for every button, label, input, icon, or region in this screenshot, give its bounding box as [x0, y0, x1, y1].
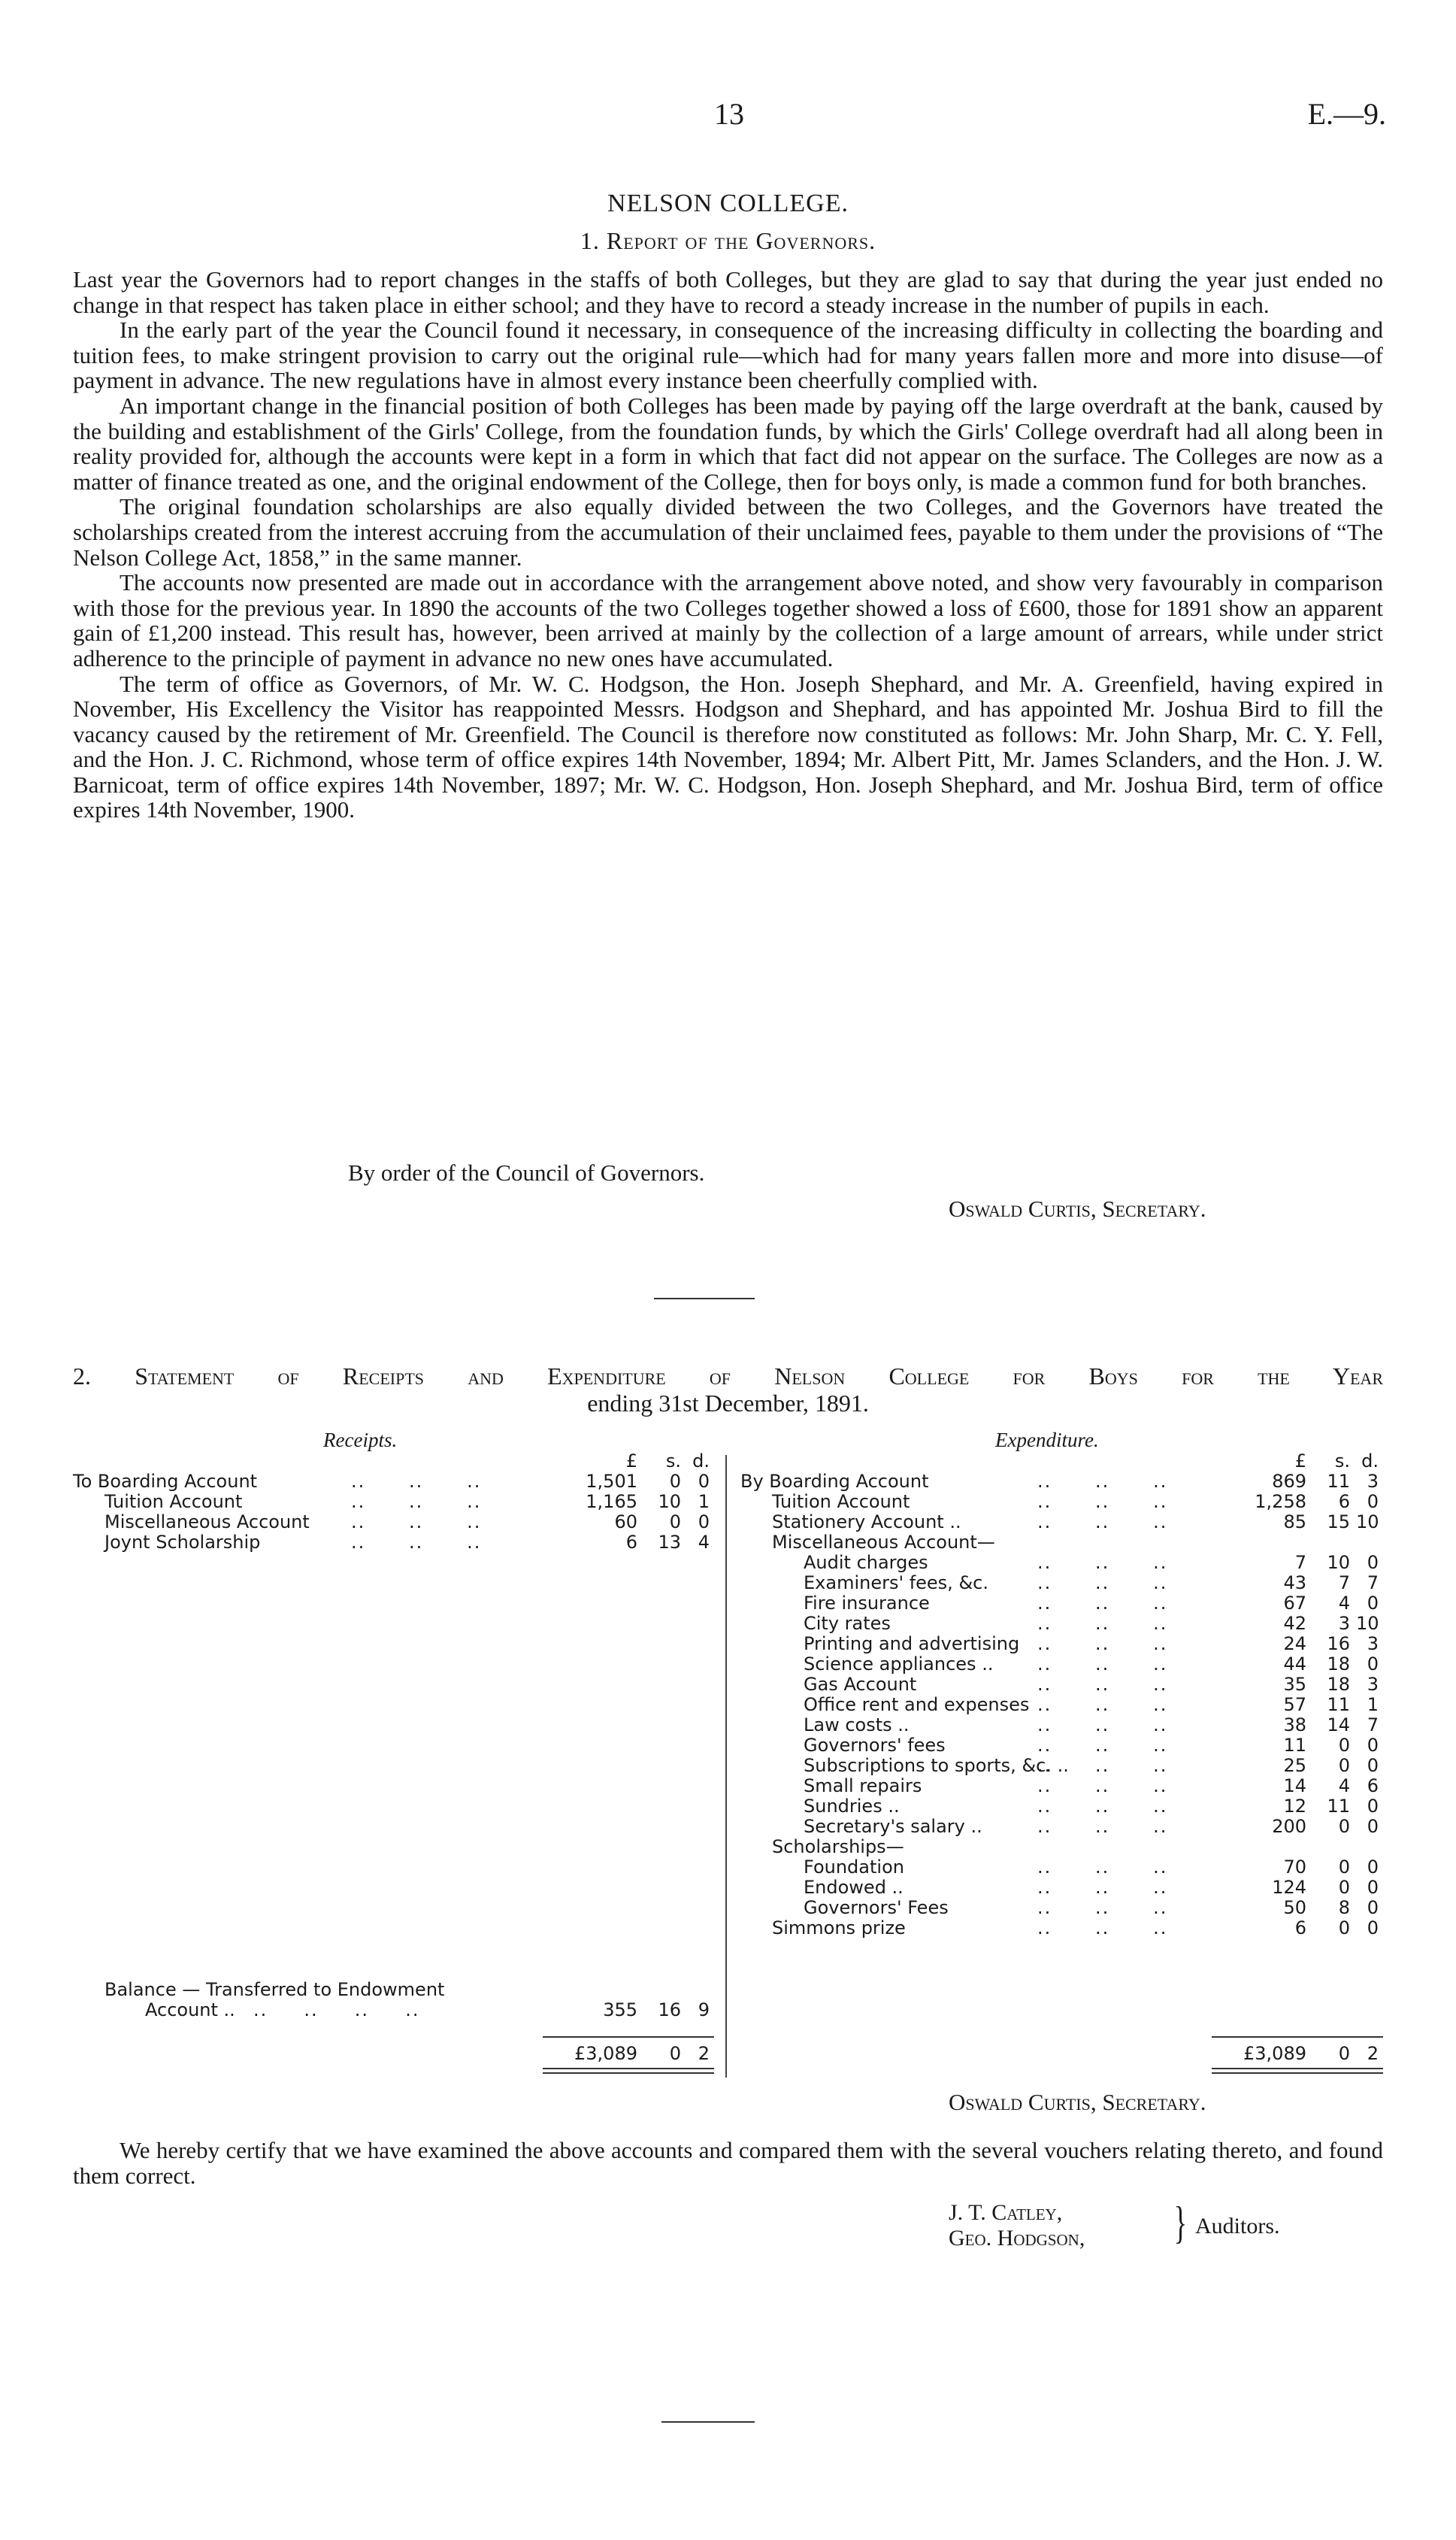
- report-paragraph: Last year the Governors had to report changes in the staffs of both Colleges, but they are glad to say that during the year just ended no change in that respect has taken place in either school; and they have to record a steady increase in the number of pupils in each.: [73, 266, 1383, 318]
- table-row: [740, 1512, 1383, 1532]
- table-row: [740, 1492, 1383, 1512]
- amount-shillings: 10: [1327, 1552, 1350, 1573]
- table-row: [73, 1532, 714, 1553]
- row-label: Simmons prize: [772, 1917, 906, 1938]
- amount-pounds: 44: [1283, 1653, 1306, 1675]
- leader-dots: .. .. ..: [1037, 1857, 1168, 1878]
- expenditure-total-shillings: 0: [1338, 2043, 1350, 2064]
- amount-shillings: 11: [1327, 1471, 1350, 1492]
- table-row: [740, 1796, 1383, 1817]
- currency-header: [740, 1451, 1383, 1472]
- row-label: By Boarding Account: [740, 1471, 929, 1492]
- amount-shillings: 14: [1327, 1714, 1350, 1735]
- table-row: [73, 1472, 714, 1492]
- row-label: Endowed ..: [804, 1877, 904, 1898]
- amount-pence: 0: [1367, 1917, 1379, 1938]
- statement-signature: Oswald Curtis, Secretary.: [949, 2089, 1206, 2115]
- amount-shillings: 0: [1338, 1755, 1350, 1776]
- amount-shillings: 15: [1327, 1511, 1350, 1532]
- statement-title: 2. Statement of Receipts and Expenditure of Nelson College for Boys for the Year: [73, 1362, 1383, 1390]
- statement-subtitle: ending 31st December, 1891.: [587, 1390, 869, 1417]
- amount-pounds: 25: [1283, 1755, 1306, 1776]
- shillings-header: s.: [1334, 1450, 1350, 1472]
- expenditure-label: Expenditure.: [995, 1429, 1099, 1451]
- amount-pence: 4: [698, 1532, 710, 1553]
- row-label: Governors' Fees: [804, 1897, 949, 1918]
- leader-dots: .. .. ..: [1037, 1755, 1168, 1776]
- report-paragraph: In the early part of the year the Council found it necessary, in consequence of the increasing difficulty in collecting the boarding and tuition fees, to make stringent provision to carry out the original rule—which had for many years fallen more and more into disuse—of payment in advance. The new regulations have in almost every instance been cheerfully complied with.: [73, 317, 1383, 394]
- table-row: [740, 1735, 1383, 1756]
- leader-dots: .. .. ..: [1037, 1816, 1168, 1837]
- amount-pence: 7: [1367, 1572, 1379, 1593]
- table-row: [740, 1837, 1383, 1857]
- balance-shillings: 16: [658, 1999, 681, 2020]
- table-row: [740, 1675, 1383, 1695]
- amount-pence: 0: [698, 1471, 710, 1492]
- amount-pence: 0: [1367, 1877, 1379, 1898]
- auditor-names: [949, 2200, 1085, 2251]
- expenditure-total-double-rule: [1212, 2068, 1383, 2069]
- amount-pence: 0: [1367, 1857, 1379, 1878]
- amount-pence: 0: [1367, 1593, 1379, 1614]
- amount-pounds: 869: [1272, 1471, 1306, 1492]
- leader-dots: .. .. ..: [351, 1471, 482, 1492]
- table-row: [740, 1654, 1383, 1675]
- expenditure-total: [740, 2044, 1383, 2064]
- column-divider: [725, 1455, 727, 2078]
- leader-dots: .. .. ..: [1037, 1593, 1168, 1614]
- table-row: [740, 1715, 1383, 1735]
- leader-dots: .. .. ..: [351, 1491, 482, 1512]
- amount-pounds: 70: [1283, 1857, 1306, 1878]
- section-divider: [654, 1298, 755, 1299]
- amount-shillings: 8: [1338, 1897, 1350, 1918]
- report-paragraph: An important change in the financial position of both Colleges has been made by paying off the large overdraft at the bank, caused by the building and establishment of the Girls' College, from the foundation funds, by which the Girls' College overdraft had all along been in reality provided for, although the accounts were kept in a form in which that fact did not appear on the surface. The Colleges are now as a matter of finance treated as one, and the original endowment of the College, then for boys only, is made a common fund for both branches.: [73, 392, 1383, 495]
- row-label: Scholarships—: [772, 1836, 904, 1857]
- amount-pence: 10: [1356, 1511, 1379, 1532]
- row-label: Tuition Account: [772, 1491, 910, 1512]
- leader-dots: .. .. ..: [1037, 1633, 1168, 1654]
- pence-header: d.: [1361, 1450, 1379, 1472]
- table-row: [73, 1512, 714, 1532]
- receipts-label: Receipts.: [323, 1429, 398, 1451]
- amount-pounds: 200: [1272, 1816, 1306, 1837]
- pounds-header: £: [625, 1450, 637, 1472]
- table-row: [740, 1878, 1383, 1898]
- brace-glyph: }: [1173, 2198, 1188, 2248]
- auditor-name: J. T. Catley,: [949, 2200, 1063, 2225]
- amount-pence: 6: [1367, 1775, 1379, 1796]
- amount-shillings: 0: [1338, 1917, 1350, 1938]
- pounds-header: £: [1294, 1450, 1306, 1472]
- report-paragraph: The term of office as Governors, of Mr. W. C. Hodgson, the Hon. Joseph Shephard, and Mr. A. Greenfield, having expired in November, His Excellency the Visitor has reappointed Messrs. Hodgson and Shephard, and has appointed Mr. Joshua Bird to fill the vacancy caused by the retirement of Mr. Greenfield. The Council is therefore now constituted as follows: Mr. John Sharp, Mr. C. Y. Fell, and the Hon. J. C. Richmond, whose term of office expires 14th November, 1894; Mr. Albert Pitt, Mr. James Sclanders, and the Hon. J. W. Barnicoat, term of office expires 14th November, 1897; Mr. W. C. Hodgson, Hon. Joseph Shephard, and Mr. Joshua Bird, term of office expires 14th November, 1900.: [73, 670, 1383, 823]
- amount-pence: 0: [698, 1511, 710, 1532]
- report-heading: 1. Report of the Governors.: [580, 227, 876, 254]
- college-title: NELSON COLLEGE.: [607, 189, 849, 217]
- page-number: 13: [714, 97, 744, 131]
- amount-shillings: 3: [1338, 1613, 1350, 1634]
- balance-label: Balance — Transferred to Endowment: [104, 1979, 445, 2000]
- leader-dots: .. .. ..: [1037, 1796, 1168, 1817]
- leader-dots: .. .. ..: [1037, 1917, 1168, 1938]
- receipts-total-pence: 2: [698, 2043, 710, 2064]
- amount-pounds: 12: [1283, 1796, 1306, 1817]
- amount-pounds: 50: [1283, 1897, 1306, 1918]
- amount-shillings: 11: [1327, 1694, 1350, 1715]
- amount-pence: 0: [1367, 1897, 1379, 1918]
- table-row: [740, 1472, 1383, 1492]
- amount-pence: 0: [1367, 1653, 1379, 1675]
- amount-pounds: 57: [1283, 1694, 1306, 1715]
- row-label: Foundation: [804, 1857, 904, 1878]
- row-label: Miscellaneous Account—: [772, 1532, 995, 1553]
- amount-shillings: 7: [1338, 1572, 1350, 1593]
- auditors-label: Auditors.: [1195, 2214, 1280, 2238]
- receipts-total-rule: [543, 2036, 714, 2038]
- amount-pounds: 14: [1283, 1775, 1306, 1796]
- row-label: Law costs ..: [804, 1714, 910, 1735]
- amount-shillings: 0: [1338, 1816, 1350, 1837]
- leader-dots: .. .. ..: [1037, 1491, 1168, 1512]
- table-row: [740, 1776, 1383, 1796]
- leader-dots: .. .. ..: [1037, 1735, 1168, 1756]
- row-label: Office rent and expenses: [804, 1694, 1030, 1715]
- expenditure-total-pence: 2: [1367, 2043, 1379, 2064]
- amount-shillings: 11: [1327, 1796, 1350, 1817]
- amount-shillings: 4: [1338, 1775, 1350, 1796]
- table-row: [740, 1553, 1383, 1573]
- leader-dots: .. .. ..: [1037, 1572, 1168, 1593]
- currency-header: [73, 1451, 714, 1472]
- amount-pounds: 35: [1283, 1674, 1306, 1695]
- leader-dots: .. .. ..: [1037, 1511, 1168, 1532]
- amount-pence: 1: [1367, 1694, 1379, 1715]
- amount-pence: 0: [1367, 1816, 1379, 1837]
- governors-report: [73, 267, 1383, 823]
- expenditure-total-rule: [1212, 2036, 1383, 2038]
- table-row: [740, 1756, 1383, 1776]
- leader-dots: .. .. ..: [1037, 1897, 1168, 1918]
- document-reference: E.—9.: [1307, 97, 1386, 131]
- row-label: Gas Account: [804, 1674, 917, 1695]
- balance-pounds: 355: [603, 1999, 637, 2020]
- receipts-total-pounds: £3,089: [574, 2043, 637, 2064]
- amount-pence: 0: [1367, 1735, 1379, 1756]
- amount-pounds: 43: [1283, 1572, 1306, 1593]
- amount-pence: 0: [1367, 1796, 1379, 1817]
- auditor-name: Geo. Hodgson,: [949, 2226, 1085, 2251]
- amount-pence: 0: [1367, 1755, 1379, 1776]
- row-label: Audit charges: [804, 1552, 928, 1573]
- amount-shillings: 13: [658, 1532, 681, 1553]
- amount-pounds: 1,165: [586, 1491, 637, 1512]
- amount-pounds: 60: [614, 1511, 637, 1532]
- amount-pounds: 24: [1283, 1633, 1306, 1654]
- expenditure-table: [740, 1451, 1383, 1938]
- row-label: Small repairs: [804, 1775, 922, 1796]
- leader-dots: .. .. ..: [1037, 1714, 1168, 1735]
- table-row: [740, 1817, 1383, 1837]
- leader-dots: .. .. ..: [351, 1511, 482, 1532]
- row-label: Governors' fees: [804, 1735, 946, 1756]
- amount-shillings: 6: [1338, 1491, 1350, 1512]
- leader-dots: .. .. .. ..: [253, 1999, 420, 2020]
- row-label: Examiners' fees, &c.: [804, 1572, 988, 1593]
- row-label: Sundries ..: [804, 1796, 900, 1817]
- amount-shillings: 16: [1327, 1633, 1350, 1654]
- table-row: [73, 1492, 714, 1512]
- amount-shillings: 18: [1327, 1674, 1350, 1695]
- amount-shillings: 0: [1338, 1735, 1350, 1756]
- row-label: Joynt Scholarship: [104, 1532, 261, 1553]
- table-row: [740, 1593, 1383, 1614]
- pence-header: d.: [692, 1450, 710, 1472]
- end-divider: [661, 2421, 755, 2423]
- amount-pounds: 7: [1294, 1552, 1306, 1573]
- table-row: [740, 1532, 1383, 1553]
- amount-pence: 1: [698, 1491, 710, 1512]
- row-label: Secretary's salary ..: [804, 1816, 982, 1837]
- amount-pence: 0: [1367, 1491, 1379, 1512]
- amount-pence: 3: [1367, 1471, 1379, 1492]
- report-closing: By order of the Council of Governors.: [348, 1159, 705, 1186]
- balance-entry: [73, 1980, 714, 2020]
- amount-pounds: 38: [1283, 1714, 1306, 1735]
- leader-dots: .. .. ..: [351, 1532, 482, 1553]
- amount-pounds: 1,258: [1255, 1491, 1306, 1512]
- leader-dots: .. .. ..: [1037, 1653, 1168, 1675]
- receipts-total-shillings: 0: [669, 2043, 681, 2064]
- balance-pence: 9: [698, 1999, 710, 2020]
- receipts-table: [73, 1451, 714, 1553]
- row-label: Tuition Account: [104, 1491, 243, 1512]
- receipts-total-double-rule: [543, 2068, 714, 2069]
- row-label: Miscellaneous Account: [104, 1511, 310, 1532]
- leader-dots: .. .. ..: [1037, 1674, 1168, 1695]
- table-row: [740, 1898, 1383, 1918]
- amount-shillings: 18: [1327, 1653, 1350, 1675]
- amount-pounds: 6: [625, 1532, 637, 1553]
- amount-shillings: 10: [658, 1491, 681, 1512]
- shillings-header: s.: [665, 1450, 681, 1472]
- amount-pence: 3: [1367, 1674, 1379, 1695]
- table-row: [740, 1918, 1383, 1938]
- leader-dots: .. .. ..: [1037, 1775, 1168, 1796]
- receipts-total-double-rule: [543, 2072, 714, 2074]
- balance-label-account: Account ..: [145, 1999, 235, 2020]
- row-label: Stationery Account ..: [772, 1511, 961, 1532]
- leader-dots: .. .. ..: [1037, 1552, 1168, 1573]
- amount-pounds: 6: [1294, 1917, 1306, 1938]
- amount-pounds: 124: [1272, 1877, 1306, 1898]
- table-row: [740, 1573, 1383, 1593]
- amount-pounds: 85: [1283, 1511, 1306, 1532]
- amount-shillings: 0: [1338, 1877, 1350, 1898]
- amount-pence: 0: [1367, 1552, 1379, 1573]
- row-label: City rates: [804, 1613, 891, 1634]
- row-label: Printing and advertising: [804, 1633, 1020, 1654]
- leader-dots: .. .. ..: [1037, 1694, 1168, 1715]
- amount-pounds: 1,501: [586, 1471, 637, 1492]
- table-row: [740, 1614, 1383, 1634]
- report-paragraph: The accounts now presented are made out in accordance with the arrangement above noted, and show very favourably in comparison with those for the previous year. In 1890 the accounts of the two Colleges together showed a loss of £600, those for 1891 show an apparent gain of £1,200 instead. This result has, however, been arrived at mainly by the collection of a large amount of arrears, while under strict adherence to the principle of payment in advance no new ones have accumulated.: [73, 569, 1383, 671]
- row-label: Subscriptions to sports, &c. ..: [804, 1755, 1069, 1776]
- table-row: [740, 1857, 1383, 1878]
- amount-shillings: 0: [669, 1471, 681, 1492]
- leader-dots: .. .. ..: [1037, 1471, 1168, 1492]
- amount-pence: 10: [1356, 1613, 1379, 1634]
- table-row: [740, 1634, 1383, 1654]
- expenditure-total-double-rule: [1212, 2072, 1383, 2074]
- amount-pence: 7: [1367, 1714, 1379, 1735]
- amount-pounds: 42: [1283, 1613, 1306, 1634]
- amount-shillings: 0: [1338, 1857, 1350, 1878]
- expenditure-total-pounds: £3,089: [1243, 2043, 1306, 2064]
- amount-pounds: 11: [1283, 1735, 1306, 1756]
- row-label: Science appliances ..: [804, 1653, 994, 1675]
- leader-dots: .. .. ..: [1037, 1613, 1168, 1634]
- amount-pence: 3: [1367, 1633, 1379, 1654]
- amount-pounds: 67: [1283, 1593, 1306, 1614]
- report-paragraph: The original foundation scholarships are also equally divided between the two Colleges, and the Governors have treated the scholarships created from the interest accruing from the accumulation of their unclaimed fees, payable to them under the provisions of “The Nelson College Act, 1858,” in the same manner.: [73, 493, 1383, 571]
- report-signature: Oswald Curtis, Secretary.: [949, 1196, 1206, 1222]
- row-label: Fire insurance: [804, 1593, 930, 1614]
- receipts-total: [73, 2044, 714, 2064]
- leader-dots: .. .. ..: [1037, 1877, 1168, 1898]
- row-label: To Boarding Account: [73, 1471, 258, 1492]
- certification-text: We hereby certify that we have examined the above accounts and compared them with the several vouchers relating thereto, and found them correct.: [73, 2137, 1383, 2189]
- table-row: [740, 1695, 1383, 1715]
- amount-shillings: 0: [669, 1511, 681, 1532]
- amount-shillings: 4: [1338, 1593, 1350, 1614]
